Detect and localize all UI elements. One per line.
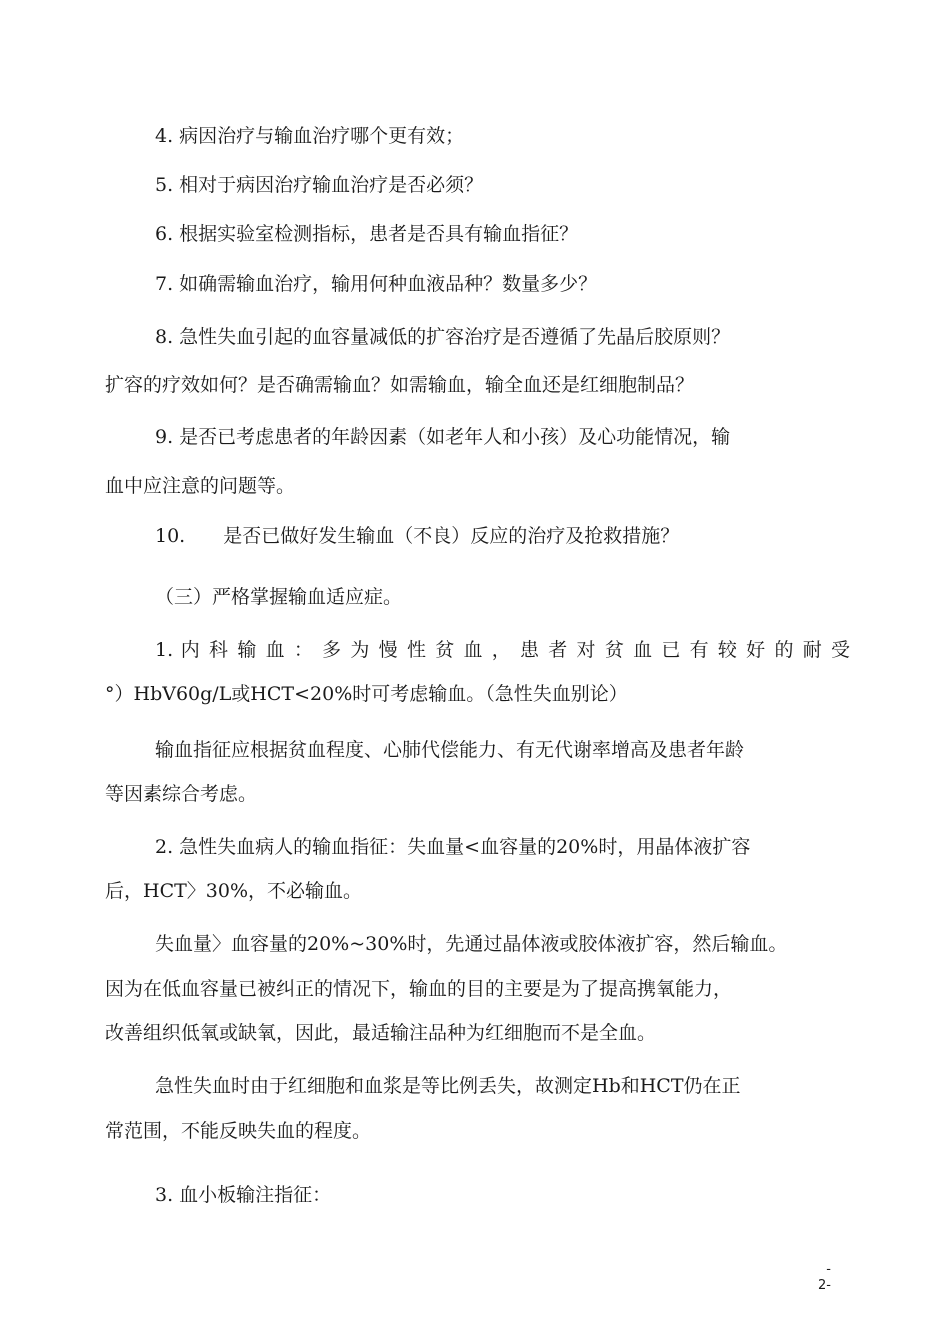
item-4: 4. 病因治疗与输血治疗哪个更有效； (155, 125, 465, 147)
acute-loss-line-2: 后，HCT〉30%，不必输血。 (105, 880, 363, 902)
blood-loss-line-3: 改善组织低氧或缺氧，因此，最适输注品种为红细胞而不是全血。 (105, 1022, 657, 1044)
platelet-heading: 3. 血小板输注指征： (155, 1184, 332, 1206)
item-7: 7. 如确需输血治疗，输用何种血液品种？数量多少？ (155, 273, 598, 295)
section-heading: （三）严格掌握输血适应症。 (155, 586, 403, 608)
hb-hct-line-2: 常范围，不能反映失血的程度。 (105, 1120, 372, 1142)
indication-note-line-1: 输血指征应根据贫血程度、心肺代偿能力、有无代谢率增高及患者年龄 (155, 739, 745, 761)
internal-medicine-line-1: 1. 内 科 输 血 ： 多 为 慢 性 贫 血 ， 患 者 对 贫 血 已 有 较 好 的 耐 受 (155, 639, 850, 661)
item-8-line-1: 8. 急性失血引起的血容量减低的扩容治疗是否遵循了先晶后胶原则？ (155, 326, 731, 348)
item-6: 6. 根据实验室检测指标，患者是否具有输血指征？ (155, 223, 579, 245)
page-number: - 2- (818, 1262, 831, 1293)
blood-loss-line-2: 因为在低血容量已被纠正的情况下，输血的目的主要是为了提高携氧能力， (105, 978, 733, 1000)
item-5: 5. 相对于病因治疗输血治疗是否必须？ (155, 174, 484, 196)
internal-medicine-line-2: °）HbV60g/L或HCT<20%时可考虑输血。（急性失血别论） (105, 683, 628, 705)
item-9-line-2: 血中应注意的问题等。 (105, 475, 296, 497)
indication-note-line-2: 等因素综合考虑。 (105, 783, 258, 805)
acute-loss-line-1: 2. 急性失血病人的输血指征：失血量<血容量的20%时，用晶体液扩容 (155, 836, 751, 858)
blood-loss-line-1: 失血量〉血容量的20%~30%时，先通过晶体液或胶体液扩容，然后输血。 (155, 933, 788, 955)
item-10: 10. 是否已做好发生输血（不良）反应的治疗及抢救措施？ (155, 525, 680, 547)
item-9-line-1: 9. 是否已考虑患者的年龄因素（如老年人和小孩）及心功能情况，输 (155, 426, 731, 448)
hb-hct-line-1: 急性失血时由于红细胞和血浆是等比例丢失，故测定Hb和HCT仍在正 (155, 1075, 741, 1097)
item-8-line-2: 扩容的疗效如何？是否确需输血？如需输血，输全血还是红细胞制品？ (105, 374, 695, 396)
